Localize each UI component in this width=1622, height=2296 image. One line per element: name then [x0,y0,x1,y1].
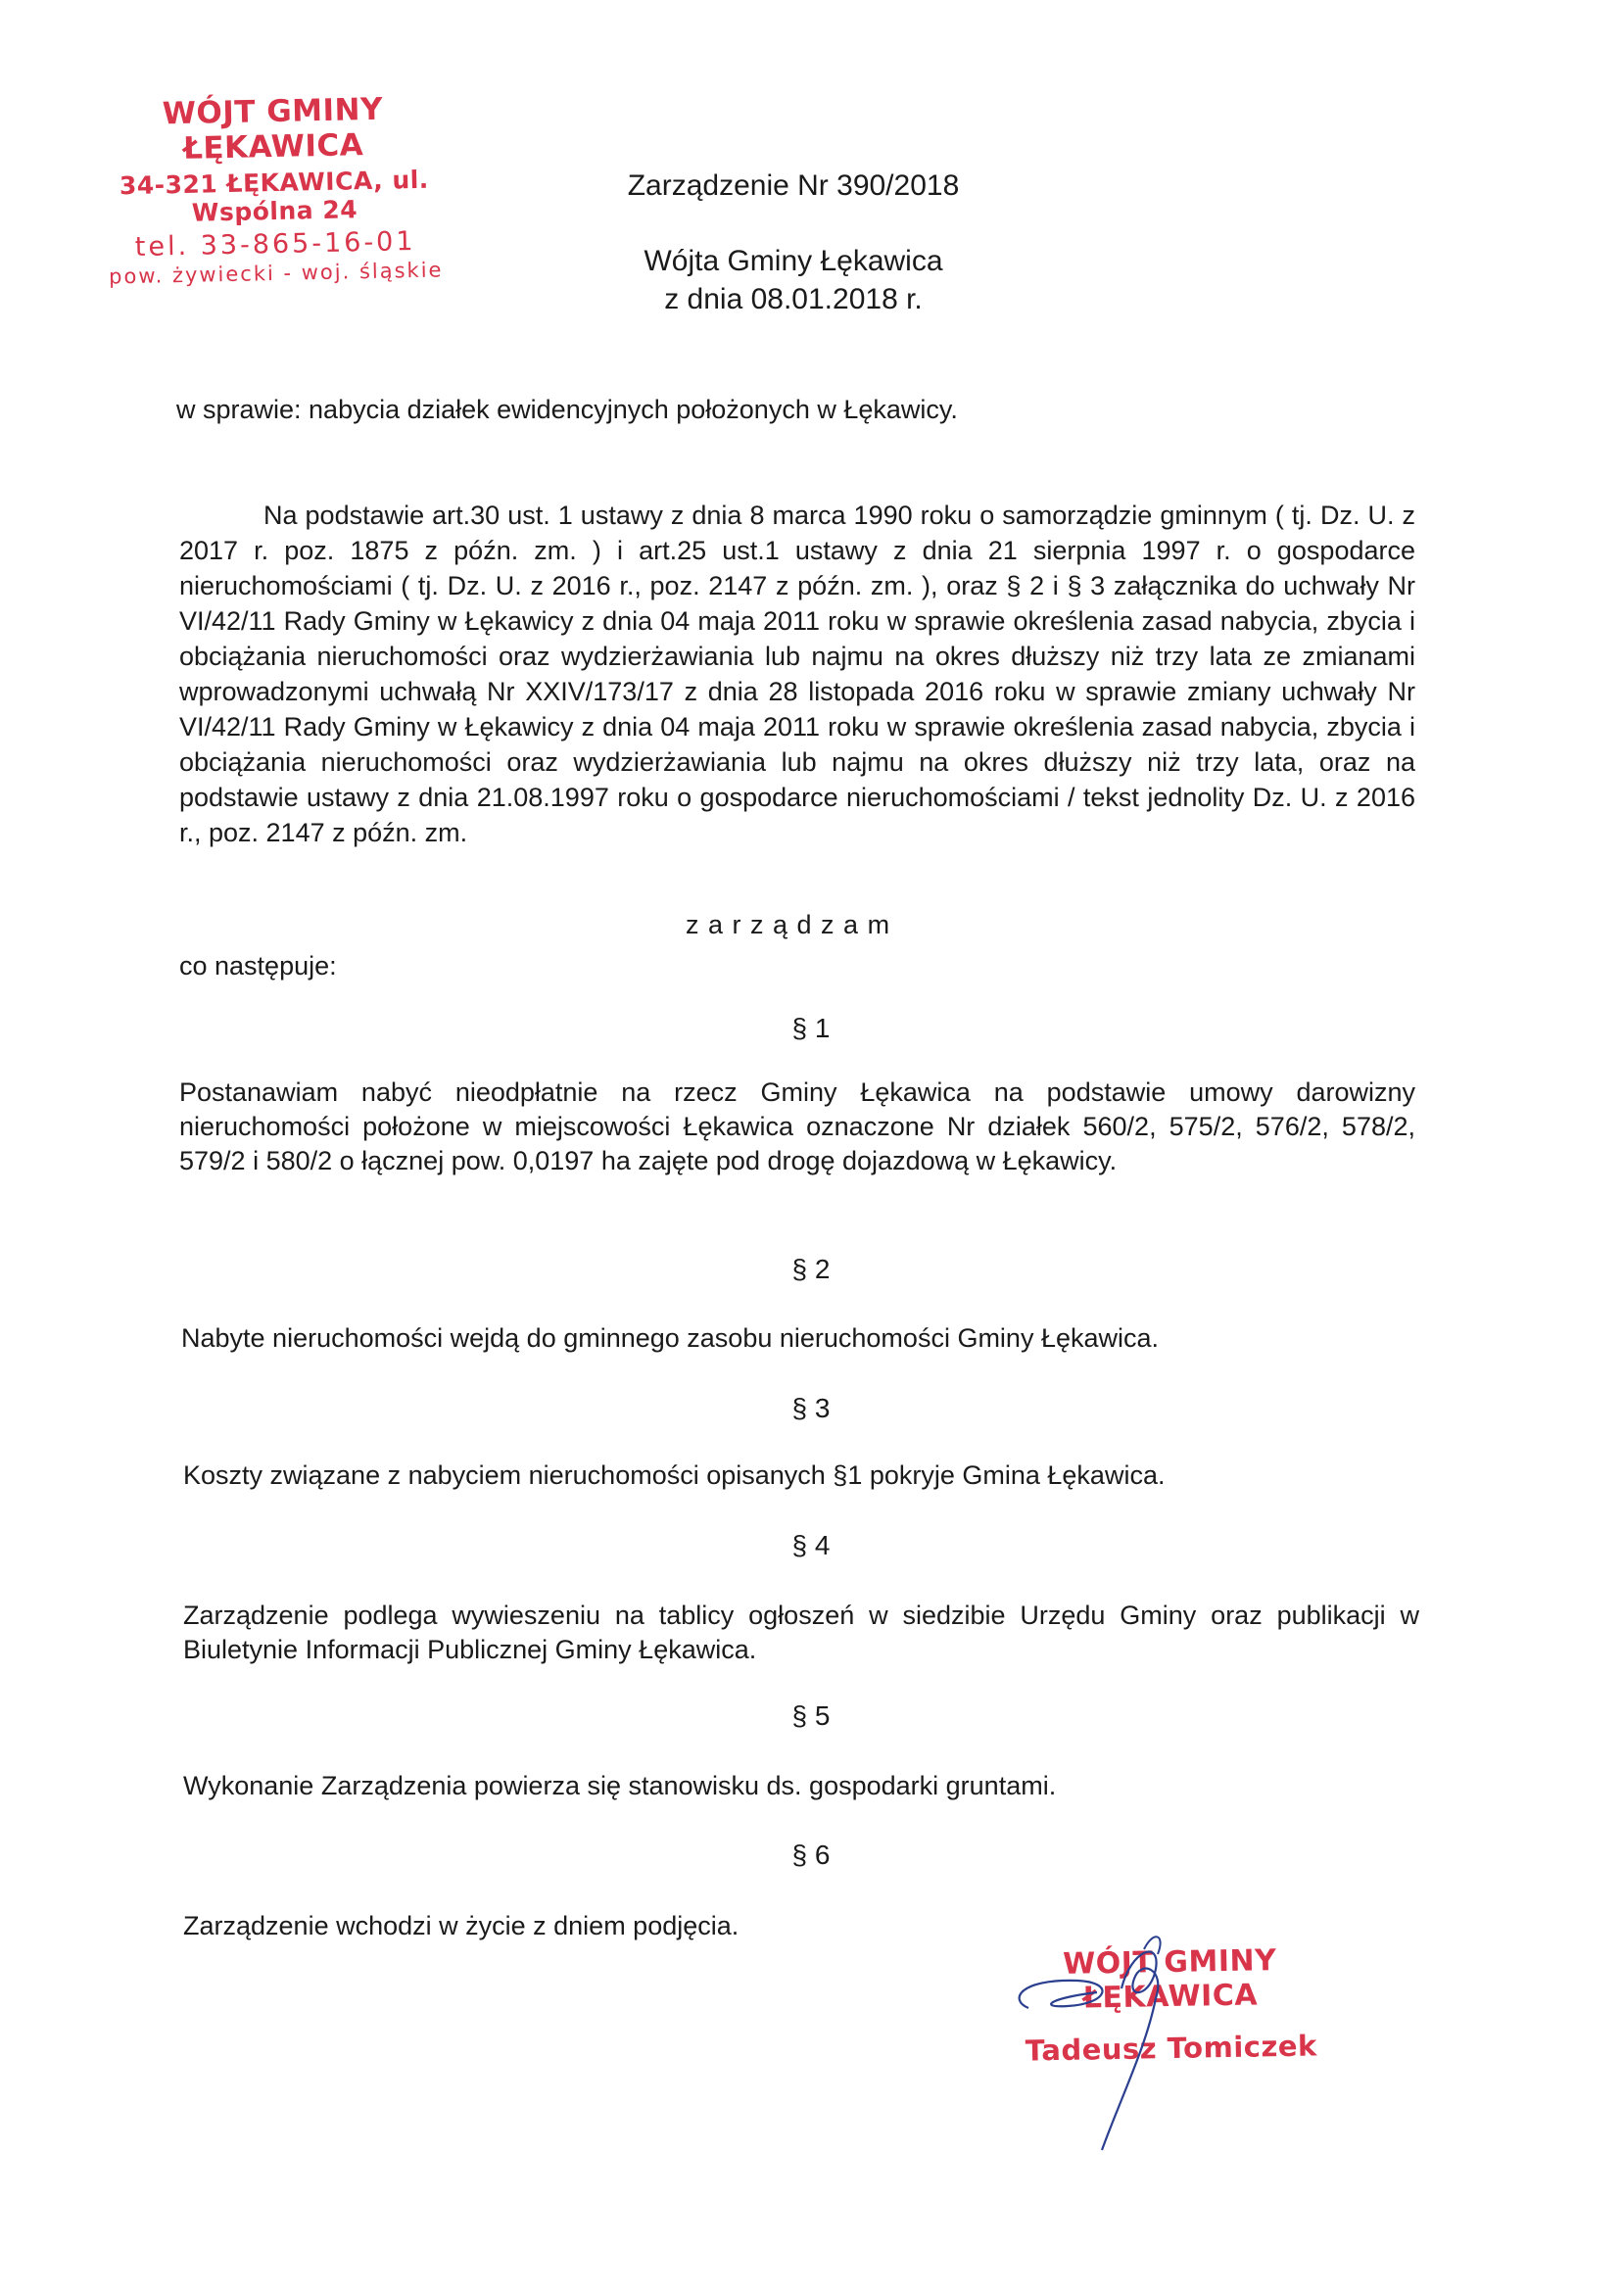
document-subject: w sprawie: nabycia działek ewidencyjnych położonych w Łękawicy. [176,395,958,424]
signature-stamp-title: WÓJT GMINY ŁĘKAWICA [1062,1943,1277,2016]
document-issuer: Wójta Gminy Łękawica [644,245,943,277]
stamp-region: pow. żywiecki - woj. śląskie [108,258,444,289]
stamp-address: 34-321 ŁĘKAWICA, ul. Wspólna 24 [119,165,430,227]
section-mark-1: § 1 [791,1013,831,1043]
section-text-2: Nabyte nieruchomości wejdą do gminnego zasobu nieruchomości Gminy Łękawica. [181,1323,1160,1353]
section-mark-3: § 3 [791,1393,831,1423]
section-mark-5: § 5 [791,1700,831,1731]
section-mark-2: § 2 [791,1254,831,1284]
handwritten-signature [1009,1910,1254,2165]
decree-follow: co następuje: [179,951,337,981]
decree-word: z a r z ą d z a m [686,910,891,939]
section-text-5: Wykonanie Zarządzenia powierza się stanowisku ds. gospodarki gruntami. [183,1771,1057,1800]
document-date: z dnia 08.01.2018 r. [664,283,923,315]
document-title: Zarządzenie Nr 390/2018 [627,169,960,202]
section-mark-6: § 6 [791,1840,831,1870]
section-text-1: Postanawiam nabyć nieodpłatnie na rzecz Gminy Łękawica na podstawie umowy darowizny nieruchomości położone w miejscowości Łękawica oznaczone Nr działek 560/2, 575/2, 576/2, 578/2, 579/2 i 580/2 o łącznej pow. 0,0197 ha zajęte pod drogę dojazdową w Łękawicy. [179,1077,1415,1175]
legal-basis-paragraph: Na podstawie art.30 ust. 1 ustawy z dnia 8 marca 1990 roku o samorządzie gminnym ( tj. Dz. U. z 2017 r. poz. 1875 z późn. zm. ) i art.25 ust.1 ustawy z dnia 21 sierpnia 1997 r. o gospodarce nieruchomościami ( tj. Dz. U. z 2016 r., poz. 2147 z późn. zm. ), oraz § 2 i § 3 załącznika do uchwały Nr VI/42/11 Rady Gminy w Łękawicy z dnia 04 maja 2011 roku w sprawie określenia zasad nabycia, zbycia i obciążania nieruchomości oraz wydzierżawiania lub najmu na okres dłuższy niż trzy lata ze zmianami wprowadzonymi uchwałą Nr XXIV/173/17 z dnia 28 listopada 2016 roku w sprawie zmiany uchwały Nr VI/42/11 Rady Gminy w Łękawicy z dnia 04 maja 2011 roku w sprawie określenia zasad nabycia, zbycia i obciążania nieruchomości oraz wydzierżawiania lub najmu na okres dłuższy niż trzy lata, oraz na podstawie ustawy z dnia 21.08.1997 roku o gospodarce nieruchomościami / tekst jednolity Dz. U. z 2016 r., poz. 2147 z późn. zm. [179,501,1415,847]
office-stamp [86,90,462,289]
section-text-6: Zarządzenie wchodzi w życie z dniem podjęcia. [183,1911,739,1940]
section-text-3: Koszty związane z nabyciem nieruchomości opisanych §1 pokryje Gmina Łękawica. [183,1460,1166,1490]
stamp-phone: tel. 33-865-16-01 [134,225,416,263]
signature-stamp-name: Tadeusz Tomiczek [1025,2029,1318,2068]
section-text-4: Zarządzenie podlega wywieszeniu na tablicy ogłoszeń w siedzibie Urzędu Gminy oraz publikacji w Biuletynie Informacji Publicznej Gminy Łękawica. [183,1601,1419,1664]
stamp-office-name: WÓJT GMINY ŁĘKAWICA [162,91,384,167]
section-mark-4: § 4 [791,1530,831,1560]
